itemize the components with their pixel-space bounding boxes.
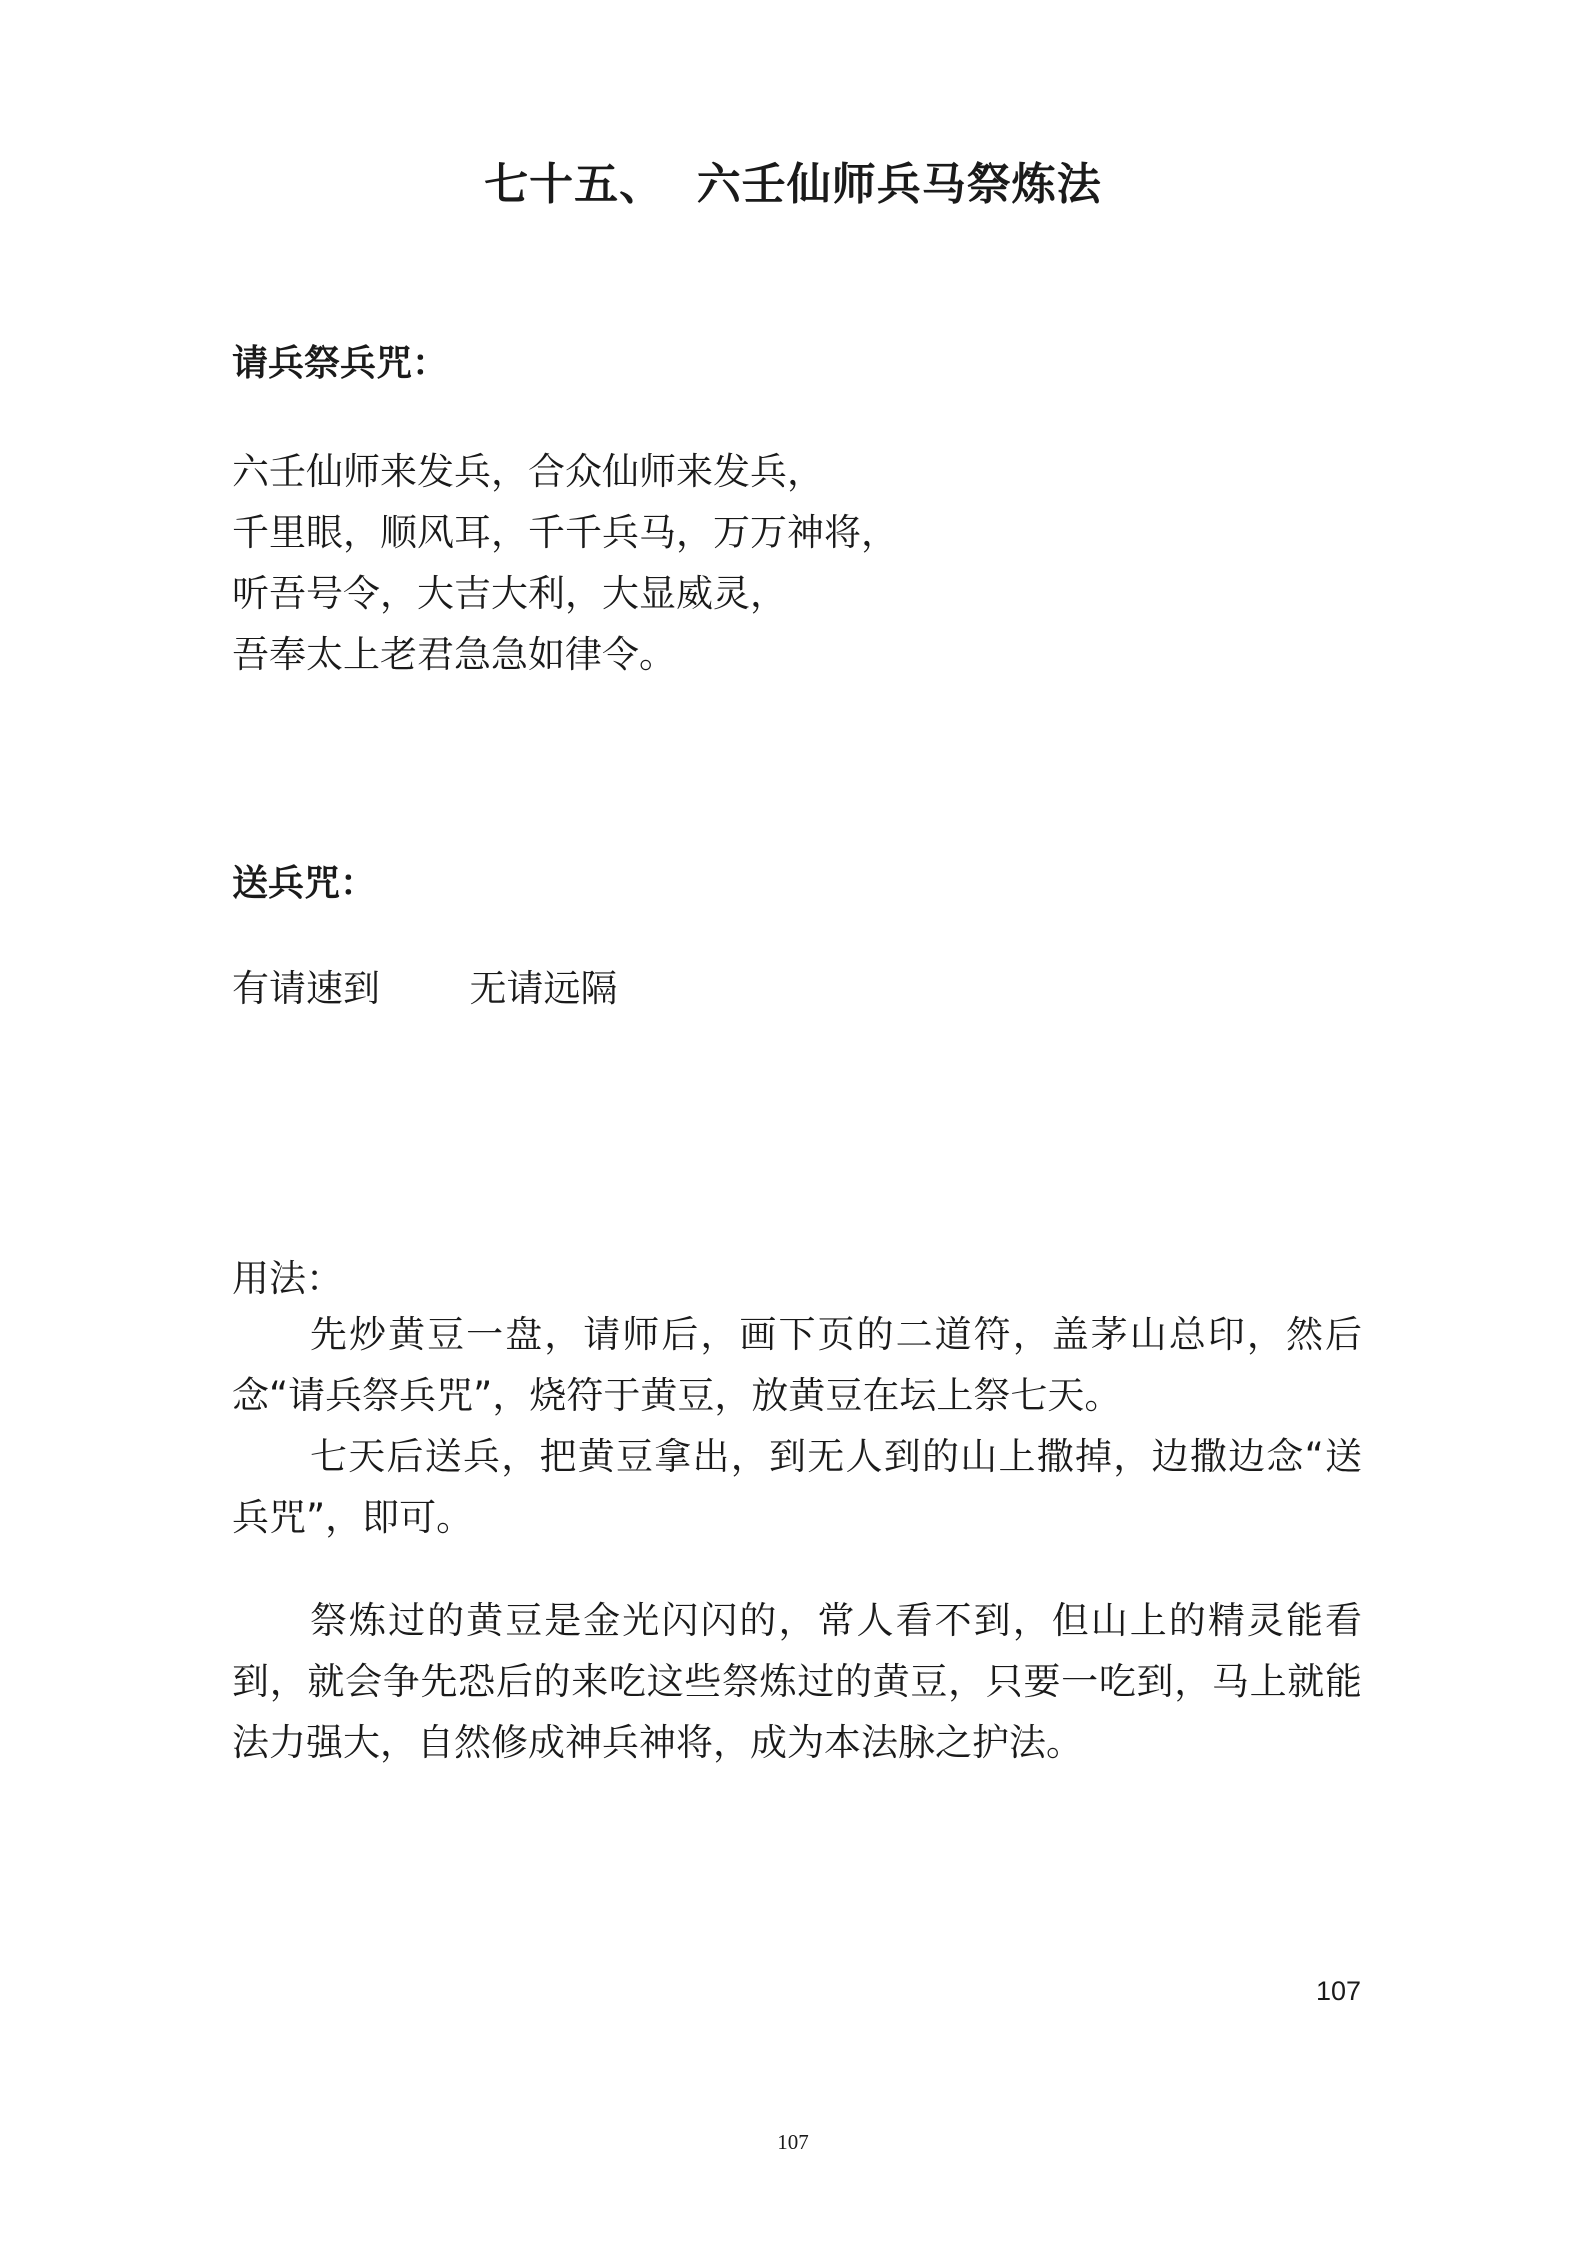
verse-line: 吾奉太上老君急急如律令。 xyxy=(232,633,676,676)
usage-paragraph: 七天后送兵，把黄豆拿出，到无人到的山上撒掉，边撒边念“送兵咒”，即可。 xyxy=(232,1435,1362,1539)
invoke-spell-verse xyxy=(232,441,898,685)
page-number: 107 xyxy=(1316,1976,1362,2006)
invoke-spell-heading: 请兵祭兵咒： xyxy=(232,343,449,384)
page-title: 七十五、 六壬仙师兵马祭炼法 xyxy=(484,159,1102,210)
footer-page-number: 107 xyxy=(777,2130,809,2154)
usage-paragraph: 先炒黄豆一盘，请师后，画下页的二道符，盖茅山总印，然后念“请兵祭兵咒”，烧符于黄豆，放黄豆在坛上祭七天。 xyxy=(232,1313,1362,1417)
send-spell-part: 有请速到 xyxy=(232,967,380,1010)
send-spell-heading: 送兵咒： xyxy=(232,863,377,904)
verse-line: 听吾号令，大吉大利，大显威灵， xyxy=(232,572,787,615)
verse-line: 千里眼，顺风耳，千千兵马，万万神将， xyxy=(232,511,898,554)
usage-label: 用法： xyxy=(232,1257,343,1300)
usage-paragraph: 祭炼过的黄豆是金光闪闪的，常人看不到，但山上的精灵能看到，就会争先恐后的来吃这些祭炼过的黄豆，只要一吃到，马上就能法力强大，自然修成神兵神将，成为本法脉之护法。 xyxy=(232,1599,1362,1764)
send-spell-part: 无请远隔 xyxy=(469,967,618,1010)
send-spell-line xyxy=(232,958,618,1012)
verse-line: 六壬仙师来发兵，合众仙师来发兵， xyxy=(232,450,824,493)
